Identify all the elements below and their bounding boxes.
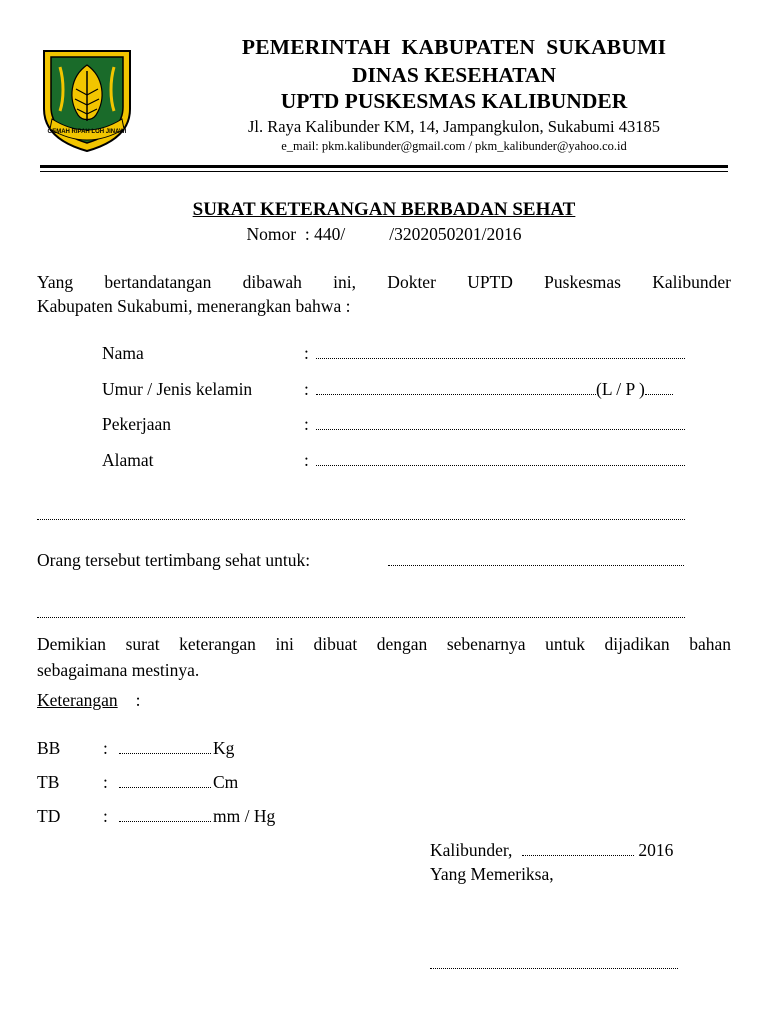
header-address: Jl. Raya Kalibunder KM, 14, Jampangkulon, Sukabumi 43185	[247, 117, 660, 136]
measurement-colon: :	[103, 806, 108, 826]
measurement-colon: :	[103, 772, 108, 792]
measurement-label-td: TD	[37, 806, 61, 826]
measurement-colon: :	[103, 738, 108, 758]
header-government-name: PEMERINTAH KABUPATEN SUKABUMI	[241, 35, 667, 59]
closing-line-2: sebagaimana mestinya.	[37, 660, 200, 680]
header-department-name: DINAS KESEHATAN	[351, 63, 557, 87]
header-email: e_mail: pkm.kalibunder@gmail.com / pkm_kalibunder@yahoo.co.id	[281, 139, 627, 153]
field-blank-alamat[interactable]	[316, 453, 685, 466]
keterangan-label: Keterangan	[37, 690, 118, 710]
document-number-prefix: Nomor : 440/	[246, 224, 346, 244]
header-divider-thin	[40, 171, 728, 172]
field-blank-gender[interactable]	[645, 382, 673, 395]
field-blank-pekerjaan[interactable]	[316, 417, 685, 430]
signature-name-blank[interactable]	[430, 968, 678, 969]
field-blank-umur[interactable]	[316, 382, 596, 395]
measurement-blank-tb[interactable]	[119, 775, 211, 788]
field-label-umur: Umur / Jenis kelamin	[102, 379, 253, 399]
measurement-row-bb	[37, 740, 234, 758]
field-colon: :	[304, 450, 309, 470]
closing-line-1: Demikian surat keterangan ini dibuat dengan sebenarnya untuk dijadikan bahan	[37, 634, 731, 654]
measurement-unit-cm: Cm	[213, 772, 239, 792]
signature-role: Yang Memeriksa,	[430, 864, 554, 884]
field-label-alamat: Alamat	[102, 450, 154, 470]
measurement-row-td	[37, 808, 275, 826]
field-row-nama	[102, 345, 702, 363]
header-office-name: UPTD PUSKESMAS KALIBUNDER	[280, 89, 628, 113]
measurement-label-tb: TB	[37, 772, 60, 792]
fit-for-blank[interactable]	[388, 565, 684, 566]
field-blank-alamat-continued[interactable]	[37, 519, 685, 520]
field-label-pekerjaan: Pekerjaan	[102, 414, 171, 434]
keterangan-heading	[37, 692, 141, 710]
document-number-suffix: /3202050201/2016	[389, 224, 522, 244]
measurement-blank-bb[interactable]	[119, 741, 211, 754]
signature-place: Kalibunder,	[430, 840, 513, 860]
field-label-nama: Nama	[102, 343, 144, 363]
measurement-blank-td[interactable]	[119, 809, 211, 822]
field-colon: :	[304, 343, 309, 363]
kabupaten-sukabumi-crest-logo	[38, 47, 136, 155]
field-colon: :	[304, 379, 309, 399]
header-divider-thick	[40, 165, 728, 168]
keterangan-colon: :	[135, 690, 141, 710]
intro-line-2: Kabupaten Sukabumi, menerangkan bahwa :	[37, 296, 351, 316]
field-blank-nama[interactable]	[316, 346, 685, 359]
field-row-alamat	[102, 452, 702, 470]
document-title: SURAT KETERANGAN BERBADAN SEHAT	[192, 199, 576, 220]
field-colon: :	[304, 414, 309, 434]
measurement-row-tb	[37, 774, 238, 792]
document-number	[0, 226, 768, 244]
signature-year: 2016	[638, 840, 674, 860]
field-row-pekerjaan	[102, 416, 702, 434]
field-row-umur-jenis-kelamin	[102, 381, 702, 399]
intro-line-1: Yang bertandatangan dibawah ini, Dokter UPTD Puskesmas Kalibunder	[37, 272, 731, 292]
measurement-label-bb: BB	[37, 738, 61, 758]
fit-for-blank-continued[interactable]	[37, 617, 685, 618]
measurement-unit-kg: Kg	[213, 738, 235, 758]
signature-date-line	[430, 842, 673, 860]
fit-for-label: Orang tersebut tertimbang sehat untuk:	[37, 550, 311, 570]
signature-date-blank[interactable]	[522, 843, 634, 856]
logo-motto-text: GEMAH RIPAH LOH JINAWI	[47, 129, 127, 135]
measurement-unit-mmhg: mm / Hg	[213, 806, 276, 826]
gender-options: (L / P )	[596, 379, 645, 399]
